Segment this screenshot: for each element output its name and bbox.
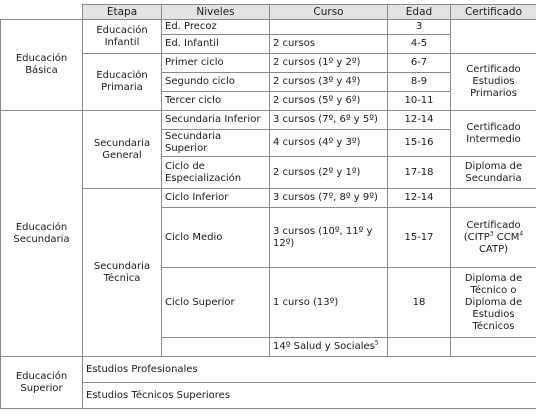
header-etapa: Etapa bbox=[83, 5, 162, 20]
nivel-cell: Ed. Precoz bbox=[162, 20, 270, 35]
edad-cell: 15-17 bbox=[388, 208, 451, 268]
edad-cell: 18 bbox=[388, 268, 451, 338]
group-general: Secundaria General bbox=[83, 111, 162, 189]
certificado-cell-empty bbox=[451, 189, 536, 208]
header-niveles: Niveles bbox=[162, 5, 270, 20]
certificado-diploma-secundaria: Diploma de Secundaria bbox=[451, 157, 536, 189]
edad-cell: 4-5 bbox=[388, 35, 451, 54]
edad-cell: 12-14 bbox=[388, 189, 451, 208]
curso-cell bbox=[270, 20, 388, 35]
header-certificado: Certificado bbox=[451, 5, 536, 20]
table-row bbox=[1, 357, 536, 383]
group-primaria: Educación Primaria bbox=[83, 54, 162, 111]
edad-cell: 8-9 bbox=[388, 73, 451, 92]
edad-cell bbox=[388, 338, 451, 357]
nivel-cell: Segundo ciclo bbox=[162, 73, 270, 92]
footnote-3: 3 bbox=[489, 230, 494, 238]
certificado-intermedio: Certificado Intermedio bbox=[451, 111, 536, 157]
header-blank bbox=[1, 5, 83, 20]
superior-row: Estudios Técnicos Superiores bbox=[83, 383, 536, 409]
nivel-cell: Ciclo de Especialización bbox=[162, 157, 270, 189]
nivel-cell: Secundaria Inferior bbox=[162, 111, 270, 130]
cert-text-c: CATP) bbox=[478, 243, 509, 255]
edad-cell: 17-18 bbox=[388, 157, 451, 189]
nivel-cell: Ciclo Medio bbox=[162, 208, 270, 268]
edad-cell: 12-14 bbox=[388, 111, 451, 130]
header-curso: Curso bbox=[270, 5, 388, 20]
curso-cell bbox=[270, 338, 388, 357]
nivel-cell: Primer ciclo bbox=[162, 54, 270, 73]
curso-cell: 2 cursos (5º y 6º) bbox=[270, 92, 388, 111]
certificado-diploma-tecnico: Diploma de Técnico o Diploma de Estudios Técnicos bbox=[451, 268, 536, 338]
footnote-5: 5 bbox=[374, 339, 379, 347]
nivel-cell: Secundaria Superior bbox=[162, 130, 270, 157]
etapa-superior: Educación Superior bbox=[1, 357, 83, 409]
curso-salud-text: 14º Salud y Sociales bbox=[273, 341, 375, 352]
nivel-cell: Ciclo Superior bbox=[162, 268, 270, 338]
table-row bbox=[1, 111, 536, 130]
curso-cell: 4 cursos (4º y 3º) bbox=[270, 130, 388, 157]
certificado-cell-empty bbox=[451, 20, 536, 54]
curso-cell: 3 cursos (10º, 11º y 12º) bbox=[270, 208, 388, 268]
nivel-cell bbox=[162, 338, 270, 357]
curso-cell: 2 cursos (1º y 2º) bbox=[270, 54, 388, 73]
certificado-primarios: Certificado Estudios Primarios bbox=[451, 54, 536, 111]
curso-cell: 2 cursos (3º y 4º) bbox=[270, 73, 388, 92]
header-edad: Edad bbox=[388, 5, 451, 20]
nivel-cell: Ciclo Inferior bbox=[162, 189, 270, 208]
cert-text-a: Certificado (CITP bbox=[463, 219, 521, 243]
edad-cell: 15-16 bbox=[388, 130, 451, 157]
curso-cell: 3 cursos (7º, 6º y 5º) bbox=[270, 111, 388, 130]
nivel-cell: Ed. Infantil bbox=[162, 35, 270, 54]
edad-cell: 3 bbox=[388, 20, 451, 35]
education-system-table bbox=[0, 4, 536, 409]
curso-cell: 1 curso (13º) bbox=[270, 268, 388, 338]
curso-cell: 3 cursos (7º, 8º y 9º) bbox=[270, 189, 388, 208]
certificado-citp bbox=[451, 208, 536, 268]
superior-row: Estudios Profesionales bbox=[83, 357, 536, 383]
curso-cell: 2 cursos (2º y 1º) bbox=[270, 157, 388, 189]
edad-cell: 10-11 bbox=[388, 92, 451, 111]
etapa-basica: Educación Básica bbox=[1, 20, 83, 111]
group-tecnica: Secundaria Técnica bbox=[83, 189, 162, 357]
cert-text-b: CCM bbox=[493, 231, 520, 243]
footnote-4: 4 bbox=[519, 230, 524, 238]
group-infantil: Educación Infantil bbox=[83, 20, 162, 54]
header-row bbox=[1, 5, 536, 20]
curso-cell: 2 cursos bbox=[270, 35, 388, 54]
table-row bbox=[1, 20, 536, 35]
certificado-cell-empty bbox=[451, 338, 536, 357]
nivel-cell: Tercer ciclo bbox=[162, 92, 270, 111]
edad-cell: 6-7 bbox=[388, 54, 451, 73]
etapa-secundaria: Educación Secundaria bbox=[1, 111, 83, 357]
